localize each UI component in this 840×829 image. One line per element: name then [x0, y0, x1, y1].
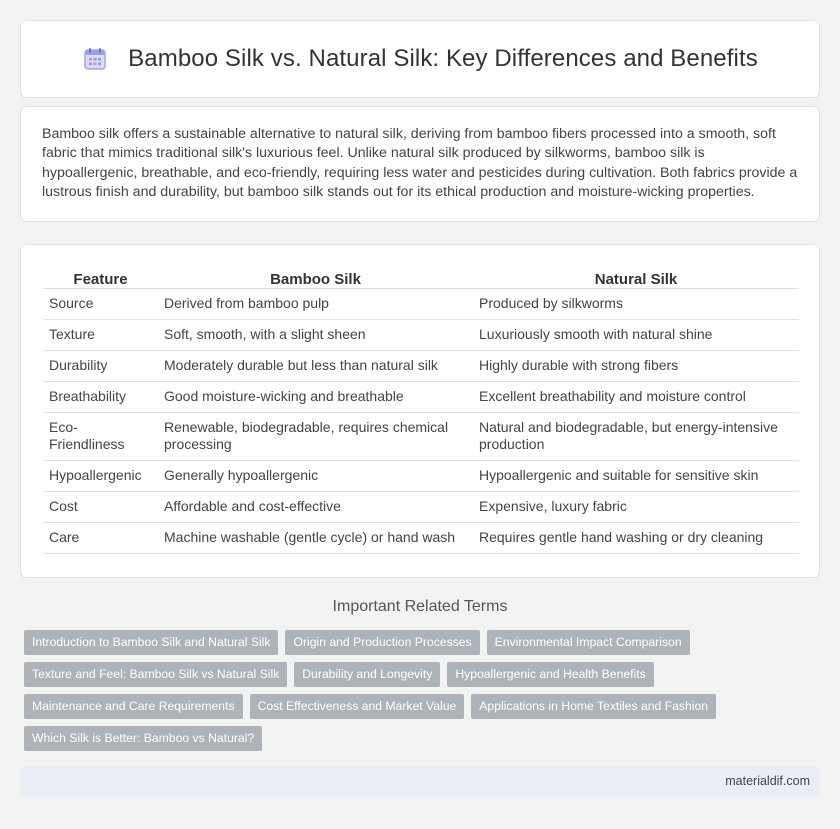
related-term-tag[interactable]: Introduction to Bamboo Silk and Natural Silk — [24, 630, 278, 655]
table-cell: Soft, smooth, with a slight sheen — [158, 319, 473, 350]
table-cell: Care — [43, 522, 158, 553]
table-row — [43, 491, 799, 522]
related-term-tag[interactable]: Cost Effectiveness and Market Value — [250, 694, 465, 719]
table-cell: Texture — [43, 319, 158, 350]
table-cell: Eco-Friendliness — [43, 412, 158, 460]
table-cell: Renewable, biodegradable, requires chemical processing — [158, 412, 473, 460]
related-term-tag[interactable]: Maintenance and Care Requirements — [24, 694, 243, 719]
related-terms-list — [24, 630, 724, 758]
table-cell: Durability — [43, 350, 158, 381]
page-title: Bamboo Silk vs. Natural Silk: Key Differences and Benefits — [128, 45, 758, 72]
related-term-tag[interactable]: Hypoallergenic and Health Benefits — [447, 662, 653, 687]
footer — [20, 766, 820, 798]
table-cell: Expensive, luxury fabric — [473, 491, 799, 522]
table-cell: Affordable and cost-effective — [158, 491, 473, 522]
table-cell: Good moisture-wicking and breathable — [158, 381, 473, 412]
related-term-tag[interactable]: Environmental Impact Comparison — [487, 630, 690, 655]
related-term-tag[interactable]: Applications in Home Textiles and Fashion — [471, 694, 716, 719]
table-cell: Highly durable with strong fibers — [473, 350, 799, 381]
intro-paragraph: Bamboo silk offers a sustainable alternative to natural silk, deriving from bamboo fibers processed into a smooth, soft fabric that mimics traditional silk's luxurious feel. Unlike natural silk produced by silkworms, bamboo silk is hypoallergenic, breathable, and eco-friendly, requiring less water and pesticides during cultivation. Both fabrics provide a lustrous finish and durability, but bamboo silk stands out for its ethical production and moisture-wicking properties. — [42, 126, 798, 200]
table-cell: Derived from bamboo pulp — [158, 288, 473, 319]
table-row — [43, 522, 799, 553]
table-row — [43, 381, 799, 412]
footer-site-link[interactable]: materialdif.com — [725, 774, 810, 788]
table-cell: Luxuriously smooth with natural shine — [473, 319, 799, 350]
table-cell: Produced by silkworms — [473, 288, 799, 319]
table-cell: Excellent breathability and moisture control — [473, 381, 799, 412]
related-term-tag[interactable]: Texture and Feel: Bamboo Silk vs Natural Silk — [24, 662, 287, 687]
comparison-table-card — [20, 244, 820, 578]
related-term-tag[interactable]: Which Silk is Better: Bamboo vs Natural? — [24, 726, 262, 751]
header-card — [20, 20, 820, 98]
table-header-natural: Natural Silk — [473, 264, 799, 288]
calendar-icon — [82, 46, 108, 72]
table-cell: Requires gentle hand washing or dry cleaning — [473, 522, 799, 553]
table-cell: Breathability — [43, 381, 158, 412]
table-cell: Machine washable (gentle cycle) or hand wash — [158, 522, 473, 553]
table-cell: Moderately durable but less than natural silk — [158, 350, 473, 381]
related-terms-title: Important Related Terms — [332, 598, 508, 615]
table-cell: Natural and biodegradable, but energy-intensive production — [473, 412, 799, 460]
table-row — [43, 319, 799, 350]
table-header-feature: Feature — [43, 264, 158, 288]
table-row — [43, 460, 799, 491]
table-row — [43, 350, 799, 381]
table-row — [43, 288, 799, 319]
intro-card — [20, 106, 820, 222]
comparison-table — [43, 264, 799, 554]
related-term-tag[interactable]: Origin and Production Processes — [285, 630, 479, 655]
table-cell: Hypoallergenic and suitable for sensitive skin — [473, 460, 799, 491]
table-cell: Source — [43, 288, 158, 319]
table-cell: Hypoallergenic — [43, 460, 158, 491]
table-cell: Generally hypoallergenic — [158, 460, 473, 491]
related-term-tag[interactable]: Durability and Longevity — [294, 662, 440, 687]
table-cell: Cost — [43, 491, 158, 522]
table-row — [43, 412, 799, 460]
table-header-bamboo: Bamboo Silk — [158, 264, 473, 288]
